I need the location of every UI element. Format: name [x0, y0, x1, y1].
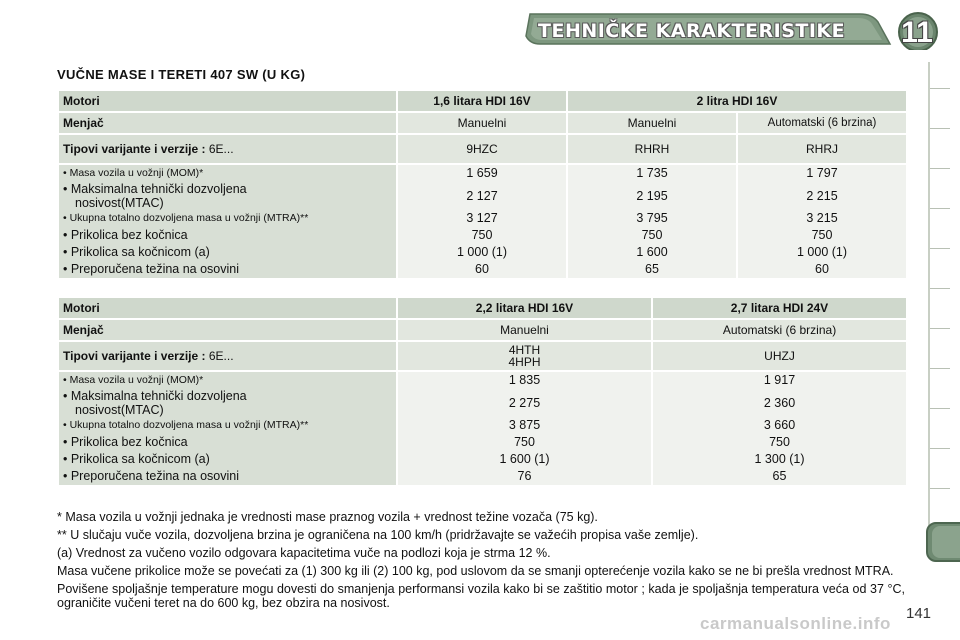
row-label [63, 182, 392, 210]
menjac-cell: Manuelni [568, 113, 736, 133]
row-label: • Prikolica sa kočnicom (a) [63, 452, 210, 466]
engines-row [59, 91, 906, 111]
row-label-line1: • Maksimalna tehnički dozvoljena [63, 182, 247, 196]
engine-cell: 2,2 litara HDI 16V [398, 298, 651, 318]
data-labels [59, 165, 396, 278]
value: 2 195 [636, 189, 668, 203]
tipovi-code: 4HTH [508, 343, 541, 357]
tipovi-label-cell [59, 342, 396, 370]
row-label: • Masa vozila u vožnji (MOM)* [63, 167, 204, 179]
row-label: • Ukupna totalno dozvoljena masa u vožnji (MTRA)** [63, 419, 309, 431]
value: 2 360 [763, 396, 796, 410]
row-label: • Ukupna totalno dozvoljena masa u vožnji (MTRA)** [63, 212, 309, 224]
value: 65 [772, 469, 787, 483]
value: 3 127 [466, 211, 498, 225]
tipovi-row [59, 342, 906, 370]
footnote: ** U slučaju vuče vozila, dozvoljena brzina je ograničena na 100 km/h (pridržavajte se važećih propisa vaše zemlje). [57, 528, 699, 542]
value: 1 600 [636, 245, 668, 259]
value: 750 [811, 228, 833, 242]
value: 1 600 (1) [499, 452, 550, 466]
row-label: • Prikolica bez kočnica [63, 435, 188, 449]
motori-label: Motori [59, 298, 396, 318]
row-label: • Prikolica bez kočnica [63, 228, 188, 242]
side-tick [930, 408, 950, 409]
row-label: • Preporučena težina na osovini [63, 469, 240, 483]
row-label-line2: nosivost(MTAC) [75, 196, 164, 210]
value: 3 215 [806, 211, 838, 225]
tipovi-code: 4HPH [508, 355, 541, 369]
row-label-line1: • Maksimalna tehnički dozvoljena [63, 389, 247, 403]
value: 750 [769, 435, 790, 449]
side-tick [930, 128, 950, 129]
value-column [398, 165, 566, 278]
footnote: Masa vučene prikolice može se povećati za (1) 300 kg ili (2) 100 kg, pod uslovom da se smanji opterećenje vozila kako se ne bi prešla vrednost MTRA. [57, 564, 894, 578]
row-label [63, 389, 392, 417]
menjac-label: Menjač [59, 320, 396, 340]
tipovi-row [59, 135, 906, 163]
footnotes [57, 510, 905, 614]
row-label: • Prikolica sa kočnicom (a) [63, 245, 210, 259]
tipovi-prefix: 6E... [208, 142, 234, 156]
menjac-cell: Manuelni [398, 320, 651, 340]
value-column [738, 165, 906, 278]
footnote: * Masa vozila u vožnji jednaka je vrednosti mase praznog vozila + vrednost težine vozača (75 kg). [57, 510, 598, 524]
value: 750 [514, 435, 535, 449]
value: 1 735 [636, 166, 668, 180]
value-column [568, 165, 736, 278]
data-row-block [59, 165, 906, 278]
value-column [653, 372, 906, 485]
footnote: (a) Vrednost za vučeno vozilo odgovara kapacitetima vuče na podlozi koja je strma 12 %. [57, 546, 551, 560]
engines-row [59, 298, 906, 318]
tipovi-prefix: 6E... [208, 349, 234, 363]
value: 1 797 [806, 166, 838, 180]
tipovi-cell: 9HZC [398, 135, 566, 163]
tipovi-cell: UHZJ [653, 342, 906, 370]
tipovi-cell: RHRJ [738, 135, 906, 163]
value: 2 215 [806, 189, 838, 203]
side-tick [930, 88, 950, 89]
value: 2 275 [508, 396, 541, 410]
value: 3 875 [508, 418, 541, 432]
value: 2 127 [466, 189, 498, 203]
value: 750 [641, 228, 663, 242]
spec-table-2 [57, 296, 908, 487]
data-row-block [59, 372, 906, 485]
tipovi-cell: RHRH [568, 135, 736, 163]
value: 1 000 (1) [796, 245, 848, 259]
motori-label: Motori [59, 91, 396, 111]
engine-cell: 1,6 litara HDI 16V [398, 91, 566, 111]
engine-cell: 2,7 litara HDI 24V [653, 298, 906, 318]
row-label-line2: nosivost(MTAC) [75, 403, 164, 417]
value: 65 [645, 262, 659, 276]
side-tick [930, 448, 950, 449]
chapter-tab-inner [932, 526, 960, 558]
value: 1 917 [763, 373, 796, 387]
value: 750 [471, 228, 493, 242]
page-number: 141 [906, 605, 932, 622]
value: 1 000 (1) [456, 245, 508, 259]
spec-table-1 [57, 89, 908, 280]
value: 3 795 [636, 211, 668, 225]
side-tick [930, 328, 950, 329]
menjac-row [59, 113, 906, 133]
footnote: Povišene spoljašnje temperature mogu dovesti do smanjenja performansi vozila kako bi se zaštitio motor ; kada je spoljašnja temperatura veća od 37 °C, ograničite vučeni teret na do 600 kg, bez obzira na nosivost. [57, 582, 905, 610]
side-tick [930, 488, 950, 489]
row-label: • Preporučena težina na osovini [63, 262, 240, 276]
value: 3 660 [763, 418, 796, 432]
data-labels [59, 372, 396, 485]
tipovi-cell [398, 342, 651, 370]
value-column [398, 372, 651, 485]
section-title: VUČNE MASE I TERETI 407 SW (U KG) [57, 67, 306, 82]
value: 1 835 [508, 373, 541, 387]
engine-cell: 2 litra HDI 16V [568, 91, 906, 111]
watermark: carmanualsonline.info [700, 614, 891, 633]
menjac-cell: Automatski (6 brzina) [653, 320, 906, 340]
side-tick [930, 208, 950, 209]
value: 1 300 (1) [754, 452, 805, 466]
header-title: TEHNIČKE KARAKTERISTIKE [538, 20, 846, 42]
menjac-cell: Automatski (6 brzina) [738, 113, 906, 133]
side-tick [930, 168, 950, 169]
value: 60 [815, 262, 829, 276]
tipovi-label: Tipovi varijante i verzije : [63, 142, 206, 156]
side-nav-line [928, 62, 930, 532]
side-tick [930, 248, 950, 249]
value: 76 [517, 469, 532, 483]
side-tick [930, 288, 950, 289]
chapter-number: 11 [901, 16, 933, 49]
value: 60 [475, 262, 489, 276]
tipovi-label-cell [59, 135, 396, 163]
side-tick [930, 368, 950, 369]
menjac-cell: Manuelni [398, 113, 566, 133]
row-label: • Masa vozila u vožnji (MOM)* [63, 374, 204, 386]
value: 1 659 [466, 166, 498, 180]
menjac-label: Menjač [59, 113, 396, 133]
tipovi-label: Tipovi varijante i verzije : [63, 349, 206, 363]
menjac-row [59, 320, 906, 340]
